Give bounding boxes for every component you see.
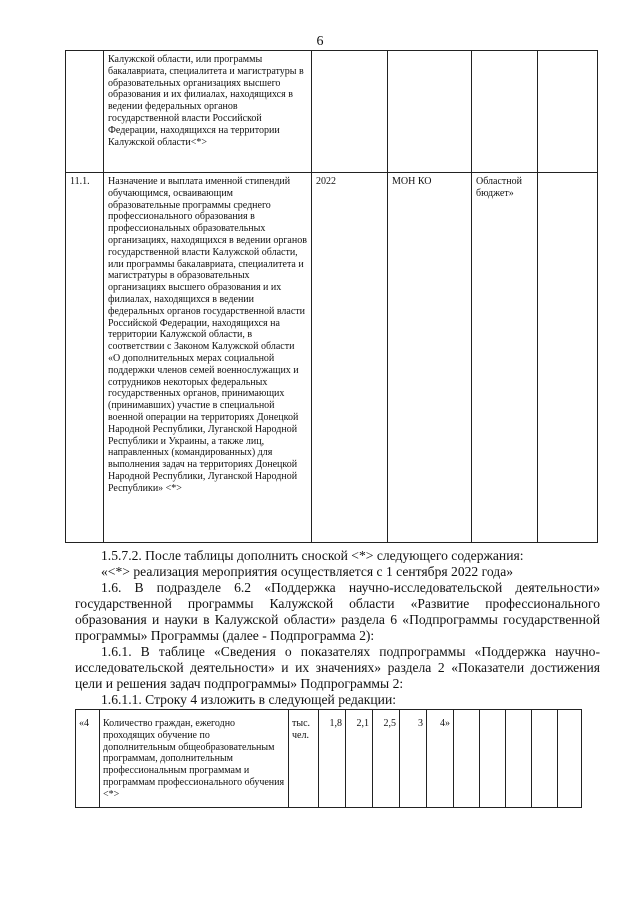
cell-empty [538,51,598,173]
footnote-text: «<*> реализация мероприятия осуществляется с 1 сентября 2022 года» [101,564,514,579]
row-continuation-text: Калужской области, или программы бакалавриата, специалитета и магистратуры в образовательных организациях высшего образования и их филиалах, находящихся в ведении федеральных органов государственной власти Российской Федерации, находящихся на территории Калужской области<*> [104,51,312,173]
measure-description: Назначение и выплата именной стипендий обучающимся, осваивающим образовательные программы среднего профессионального образования в профессиональных образовательных организациях, находящихся в ведении органов государственной власти Калужской области, или программы бакалавриата, специалитета и магистратуры в образовательных организациях высшего образования и их филиалах, находящихся в ведении федеральных органов государственной власти Российской Федерации, находящихся на территории Калужской области, в соответствии с Законом Калужской области «О дополнительных мерах социальной поддержки членов семей военнослужащих и сотрудников некоторых федеральных государственных органов, принимающих (принимавших) участие в специальной военной операции на территориях Донецкой Народной Республики, Луганской Народной Республики и Украины, а также лиц, направленных (командированных) для выполнения задач на территориях Донецкой Народной Республики, Луганской Народной Республики» <*> [104,173,312,543]
cell-empty [472,51,538,173]
value-cell: 2,5 [373,710,400,808]
cell-empty [312,51,388,173]
row-number: 11.1. [66,173,104,543]
funding-source-cell: Областной бюджет» [472,173,538,543]
value-cell: 4» [427,710,454,808]
paragraph-1-6-1: 1.6.1. В таблице «Сведения о показателях подпрограммы «Поддержка научно-исследовательской деятельности» и их значениях» раздела 2 «Показатели достижения цели и решения задач подпрограммы» Подпрограммы 2: [75,644,600,691]
paragraph-1-6: 1.6. В подразделе 6.2 «Поддержка научно-исследовательской деятельности» государственной программы Калужской области «Развитие профессионального образования и науки в Калужской области» раздела 6 «Подпрограммы государственной программы» Программы (далее - Подпрограмма 2): [75,580,600,643]
page-number: 6 [316,34,324,49]
year-cell: 2022 [312,173,388,543]
value-cell: 1,8 [319,710,346,808]
cell-empty [538,173,598,543]
cell-empty [506,710,532,808]
cell-empty [388,51,472,173]
paragraph-1-6-1-1: 1.6.1.1. Строку 4 изложить в следующей редакции: [101,692,396,707]
cell-empty [66,51,104,173]
cell-empty [532,710,558,808]
cell-empty [558,710,582,808]
table-row [66,51,598,173]
indicator-name: Количество граждан, ежегодно проходящих обучение по дополнительным общеобразовательным программам, дополнительным профессиональным программам и программам профессионального обучения <*> [100,710,289,808]
unit-cell: тыс. чел. [289,710,319,808]
measures-table [65,50,598,543]
paragraph-1-5-7-2: 1.5.7.2. После таблицы дополнить сноской <*> следующего содержания: [101,548,524,563]
executor-cell: МОН КО [388,173,472,543]
row-number: «4 [76,710,100,808]
table-row [76,710,582,808]
value-cell: 2,1 [346,710,373,808]
cell-empty [480,710,506,808]
value-cell: 3 [400,710,427,808]
cell-empty [454,710,480,808]
table-row [66,173,598,543]
indicators-table [75,709,582,808]
